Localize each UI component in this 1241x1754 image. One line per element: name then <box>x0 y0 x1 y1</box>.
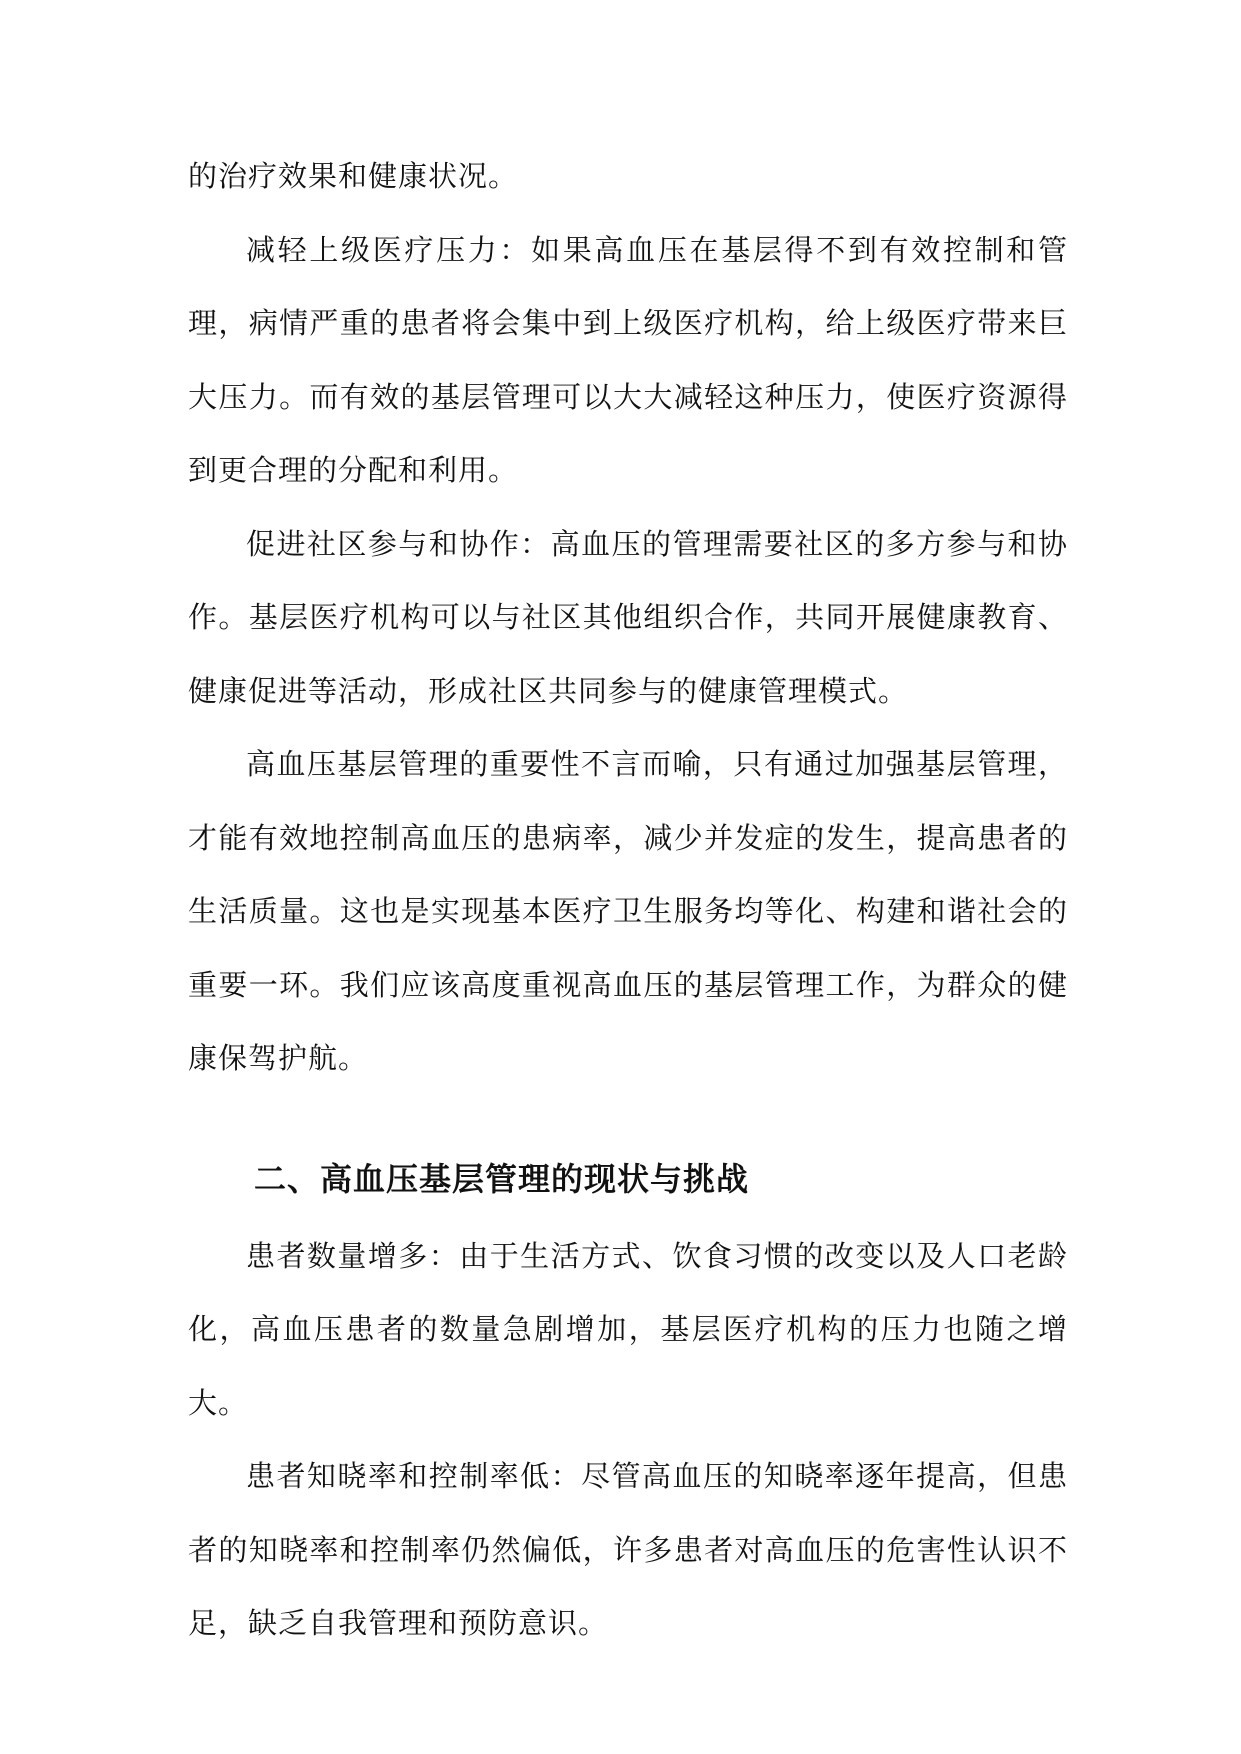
paragraph-continuation: 的治疗效果和健康状况。 <box>188 159 519 193</box>
paragraph-patient-increase: 患者数量增多：由于生活方式、饮食习惯的改变以及人口老龄化，高血压患者的数量急剧增加，基层医疗机构的压力也随之增大。 <box>188 1238 1068 1420</box>
paragraph-importance-summary: 高血压基层管理的重要性不言而喻，只有通过加强基层管理，才能有效地控制高血压的患病率，减少并发症的发生，提高患者的生活质量。这也是实现基本医疗卫生服务均等化、构建和谐社会的重要一环。我们应该高度重视高血压的基层管理工作，为群众的健康保驾护航。 <box>188 747 1068 1075</box>
paragraph-community-participation: 促进社区参与和协作：高血压的管理需要社区的多方参与和协作。基层医疗机构可以与社区其他组织合作，共同开展健康教育、健康促进等活动，形成社区共同参与的健康管理模式。 <box>188 526 1068 708</box>
paragraph-awareness-control: 患者知晓率和控制率低：尽管高血压的知晓率逐年提高，但患者的知晓率和控制率仍然偏低，许多患者对高血压的危害性认识不足，缺乏自我管理和预防意识。 <box>188 1459 1068 1640</box>
section-heading: 二、高血压基层管理的现状与挑战 <box>254 1159 750 1198</box>
document-body <box>188 140 1068 1661</box>
paragraph-reduce-pressure: 减轻上级医疗压力：如果高血压在基层得不到有效控制和管理，病情严重的患者将会集中到上级医疗机构，给上级医疗带来巨大压力。而有效的基层管理可以大大减轻这种压力，使医疗资源得到更合理的分配和利用。 <box>188 232 1068 487</box>
